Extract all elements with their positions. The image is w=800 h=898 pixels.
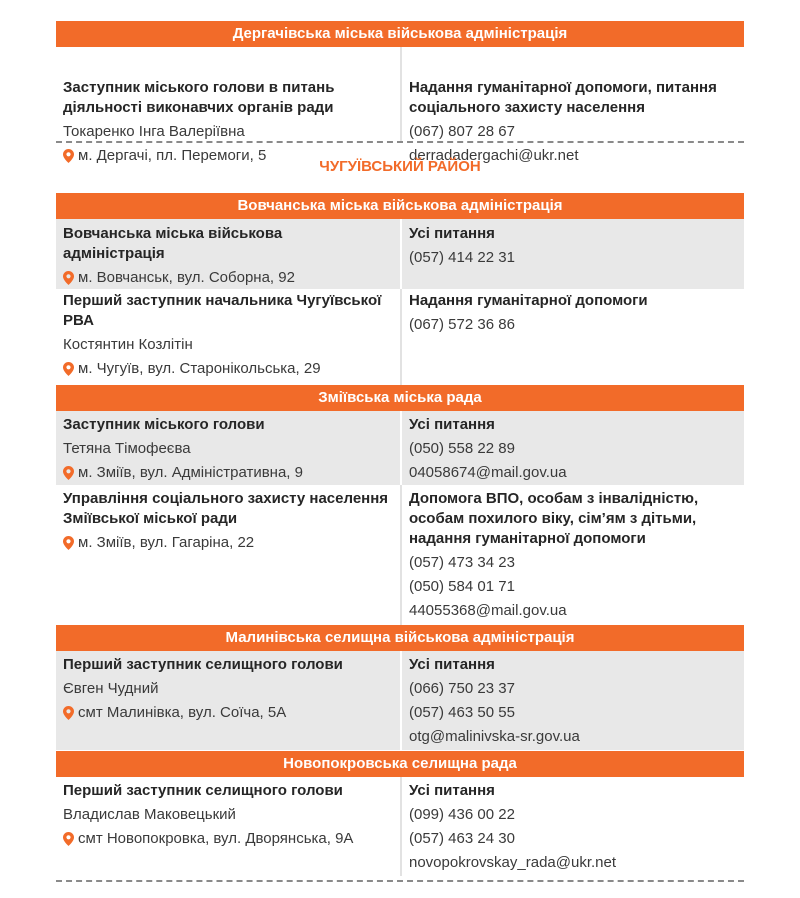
email-address[interactable]: 04058674@mail.gov.ua xyxy=(409,464,567,481)
email-address[interactable]: novopokrovskay_rada@ukr.net xyxy=(409,854,617,871)
phone-number[interactable]: (050) 584 01 71 xyxy=(409,578,515,595)
person-name: Євген Чудний xyxy=(63,680,159,697)
person-name: Тетяна Тімофеєва xyxy=(63,440,191,457)
section-novopokrovka xyxy=(56,751,744,876)
position-title-line: адміністрація xyxy=(63,245,165,262)
contact-row xyxy=(56,219,744,289)
phone-number[interactable]: (057) 473 34 23 xyxy=(409,554,515,571)
contact-right-column xyxy=(400,219,746,289)
contact-row xyxy=(56,651,744,750)
position-title-line: Заступник міського голови в питань xyxy=(63,79,335,96)
topic-line: Усі питання xyxy=(409,782,495,799)
address: м. Зміїв, вул. Адміністративна, 9 xyxy=(78,464,303,481)
position-title-line: Заступник міського голови xyxy=(63,416,265,433)
person-name: Токаренко Інга Валеріївна xyxy=(63,123,245,140)
topic-line: соціального захисту населення xyxy=(409,99,645,116)
address: м. Вовчанськ, вул. Соборна, 92 xyxy=(78,269,295,286)
contact-right-column xyxy=(400,777,746,876)
topic-line: надання гуманітарної допомоги xyxy=(409,530,646,547)
dashed-divider xyxy=(56,880,744,882)
position-title-line: Перший заступник селищного голови xyxy=(63,782,343,799)
section-derhachi xyxy=(56,21,744,164)
map-pin-icon xyxy=(63,536,74,550)
contact-left-column xyxy=(56,47,398,164)
section-vovchansk xyxy=(56,193,744,385)
contact-row xyxy=(56,411,744,485)
phone-number[interactable]: (057) 463 24 30 xyxy=(409,830,515,847)
map-pin-icon xyxy=(63,362,74,376)
phone-number[interactable]: (067) 572 36 86 xyxy=(409,316,515,333)
district-heading: ЧУГУЇВСЬКИЙ РАЙОН xyxy=(319,158,481,175)
contact-left-column xyxy=(56,411,398,485)
position-title-line: Вовчанська міська військова xyxy=(63,225,283,242)
contact-row xyxy=(56,485,744,625)
section-header: Вовчанська міська військова адміністрація xyxy=(56,193,744,219)
phone-number[interactable]: (067) 807 28 67 xyxy=(409,123,515,140)
contact-row xyxy=(56,47,744,164)
email-address[interactable]: derradadergachi@ukr.net xyxy=(409,147,579,164)
position-title-line: РВА xyxy=(63,312,94,329)
topic-line: Надання гуманітарної допомоги, питання xyxy=(409,79,717,96)
section-header: Зміївська міська рада xyxy=(56,385,744,411)
map-pin-icon xyxy=(63,466,74,480)
contact-right-column xyxy=(400,47,746,164)
contact-left-column xyxy=(56,485,398,625)
map-pin-icon xyxy=(63,271,74,285)
address: смт Малинівка, вул. Соїча, 5А xyxy=(78,704,287,721)
address: м. Дергачі, пл. Перемоги, 5 xyxy=(78,147,267,164)
topic-line: Усі питання xyxy=(409,225,495,242)
contact-right-column xyxy=(400,485,746,625)
contact-left-column xyxy=(56,777,398,876)
contact-left-column xyxy=(56,219,398,289)
position-title-line: діяльності виконавчих органів ради xyxy=(63,99,334,116)
phone-number[interactable]: (050) 558 22 89 xyxy=(409,440,515,457)
phone-number[interactable]: (057) 414 22 31 xyxy=(409,249,515,266)
section-malynivka xyxy=(56,625,744,750)
phone-number[interactable]: (099) 436 00 22 xyxy=(409,806,515,823)
person-name: Костянтин Козлітін xyxy=(63,336,193,353)
topic-line: Усі питання xyxy=(409,416,495,433)
dashed-divider xyxy=(56,141,744,143)
person-name: Владислав Маковецький xyxy=(63,806,236,823)
phone-number[interactable]: (057) 463 50 55 xyxy=(409,704,515,721)
contact-right-column xyxy=(400,411,746,485)
topic-line: особам похилого віку, сім’ям з дітьми, xyxy=(409,510,697,527)
contact-left-column xyxy=(56,289,398,385)
address: смт Новопокровка, вул. Дворянська, 9А xyxy=(78,830,354,847)
contact-row xyxy=(56,777,744,876)
contact-right-column xyxy=(400,289,746,385)
phone-number[interactable]: (066) 750 23 37 xyxy=(409,680,515,697)
position-title-line: Управління соціального захисту населення xyxy=(63,490,389,507)
position-title-line: Перший заступник начальника Чугуївської xyxy=(63,292,382,309)
map-pin-icon xyxy=(63,832,74,846)
contact-row xyxy=(56,289,744,385)
map-pin-icon xyxy=(63,706,74,720)
topic-line: Допомога ВПО, особам з інвалідністю, xyxy=(409,490,699,507)
topic-line: Надання гуманітарної допомоги xyxy=(409,292,648,309)
address: м. Зміїв, вул. Гагаріна, 22 xyxy=(78,534,255,551)
position-title-line: Перший заступник селищного голови xyxy=(63,656,343,673)
section-header: Малинівська селищна військова адміністрація xyxy=(56,625,744,651)
contact-left-column xyxy=(56,651,398,750)
topic-line: Усі питання xyxy=(409,656,495,673)
section-zmiiv xyxy=(56,385,744,625)
position-title-line: Зміївської міської ради xyxy=(63,510,238,527)
contact-right-column xyxy=(400,651,746,750)
email-address[interactable]: 44055368@mail.gov.ua xyxy=(409,602,567,619)
section-header: Новопокровська селищна рада xyxy=(56,751,744,777)
email-address[interactable]: otg@malinivska-sr.gov.ua xyxy=(409,728,580,745)
address: м. Чугуїв, вул. Старонікольська, 29 xyxy=(78,360,321,377)
section-header: Дергачівська міська військова адміністрація xyxy=(56,21,744,47)
